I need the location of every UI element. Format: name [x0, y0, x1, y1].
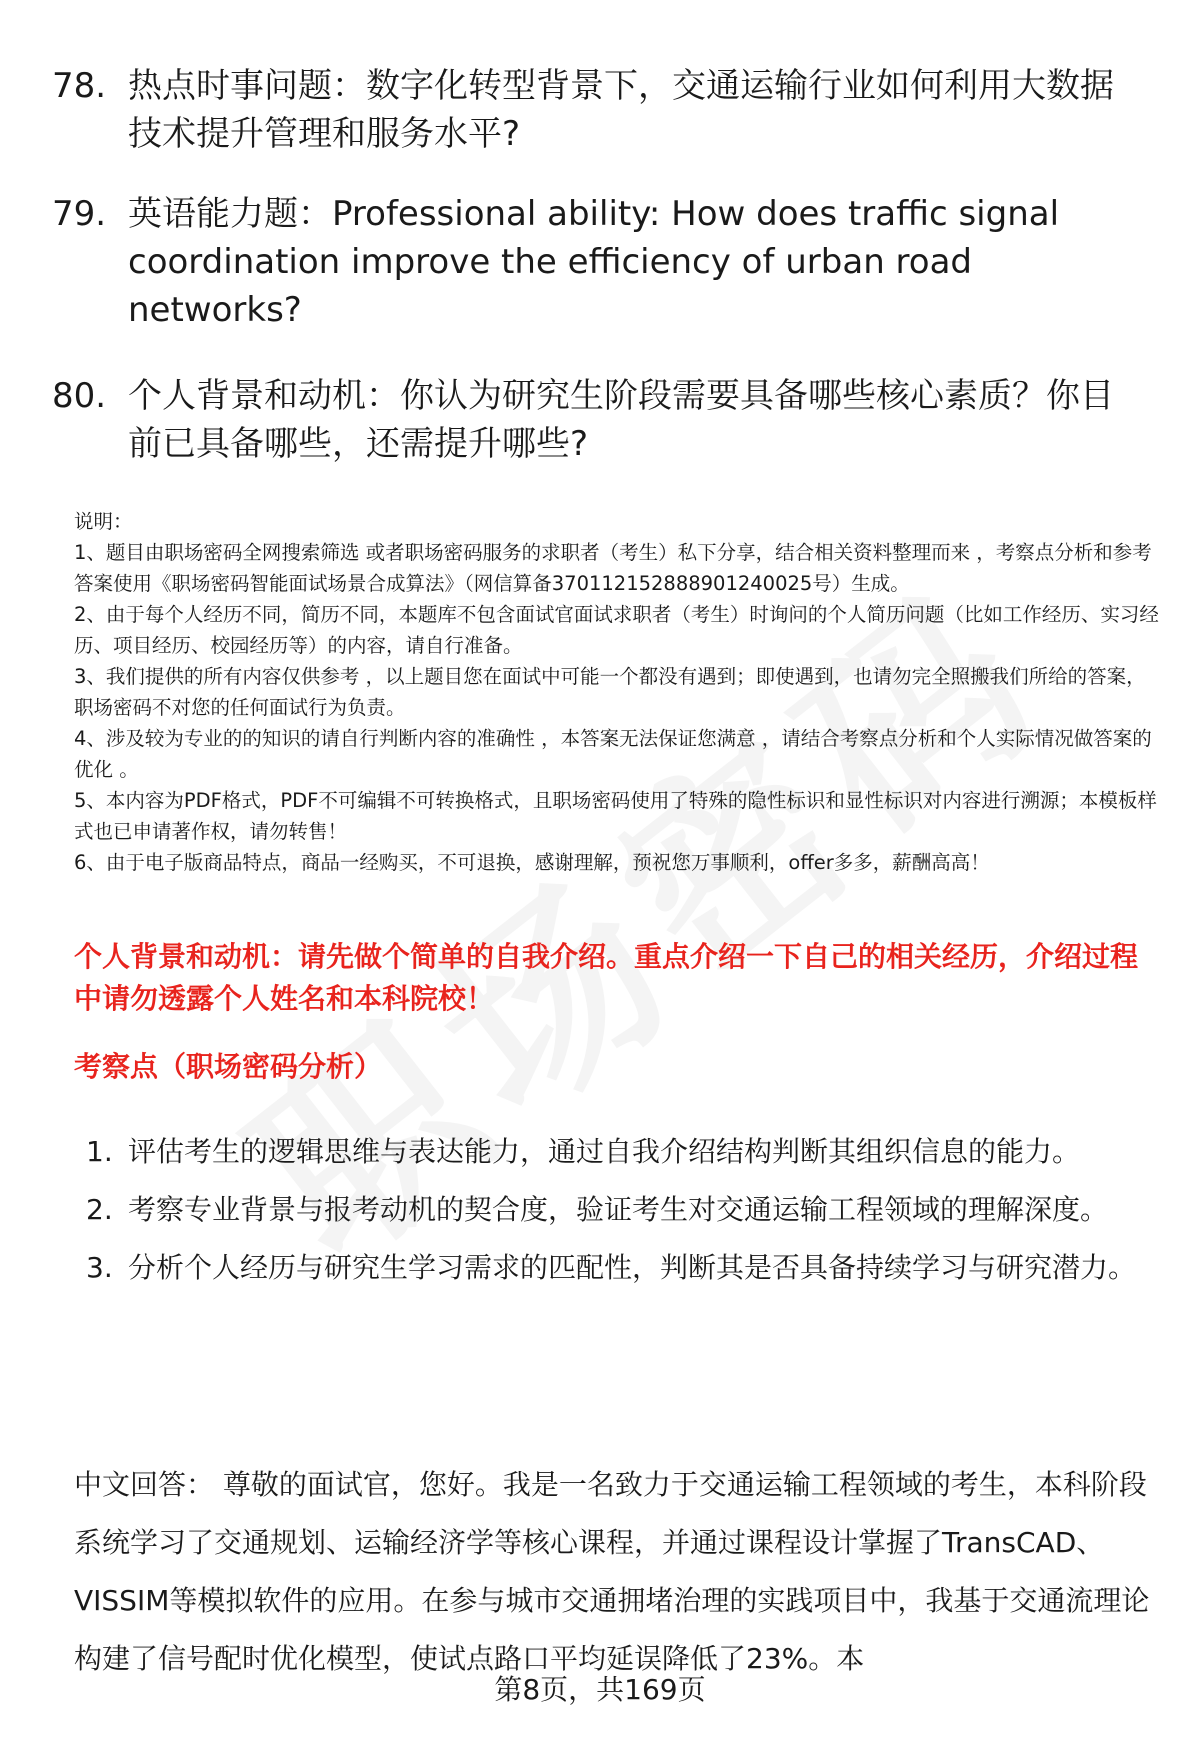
point-number: 1. [86, 1135, 113, 1168]
question-79 [52, 190, 1152, 334]
notes-title: 说明： [74, 510, 133, 533]
list-item [74, 1181, 1160, 1239]
point-text: 分析个人经历与研究生学习需求的匹配性，判断其是否具备持续学习与研究潜力。 [128, 1251, 1137, 1284]
note-item: 2、由于每个人经历不同，简历不同，本题库不包含面试官面试求职者（考生）时询问的个人简历问题（比如工作经历、实习经历、项目经历、校园经历等）的内容，请自行准备。 [74, 603, 1159, 657]
point-number: 3. [86, 1251, 113, 1284]
question-80 [52, 372, 1152, 468]
list-item [74, 1239, 1160, 1297]
answer-text: 尊敬的面试官，您好。我是一名致力于交通运输工程领域的考生，本科阶段系统学习了交通规划、运输经济学等核心课程，并通过课程设计掌握了TransCAD、VISSIM等模拟软件的应用。在参与城市交通拥堵治理的实践项目中，我基于交通流理论构建了信号配时优化模型，使试点路口平均延误降低了23%。本 [74, 1468, 1150, 1675]
question-number: 78. [52, 66, 107, 106]
question-text: 热点时事问题：数字化转型背景下，交通运输行业如何利用大数据技术提升管理和服务水平? [128, 66, 1114, 154]
answer-section [74, 1456, 1160, 1688]
focus-question: 个人背景和动机：请先做个简单的自我介绍。重点介绍一下自己的相关经历，介绍过程中请勿透露个人姓名和本科院校！ [74, 940, 1139, 1015]
note-item: 1、题目由职场密码全网搜索筛选 或者职场密码服务的求职者（考生）私下分享，结合相关资料整理而来 ，考察点分析和参考答案使用《职场密码智能面试场景合成算法》（网信算备370112152888901240025号）生成。 [74, 541, 1152, 595]
note-item: 3、我们提供的所有内容仅供参考 ，以上题目您在面试中可能一个都没有遇到；即使遇到，也请勿完全照搬我们所给的答案，职场密码不对您的任何面试行为负责。 [74, 665, 1146, 719]
point-text: 评估考生的逻辑思维与表达能力，通过自我介绍结构判断其组织信息的能力。 [128, 1135, 1081, 1168]
question-number: 80. [52, 376, 107, 416]
note-item: 4、涉及较为专业的的知识的请自行判断内容的准确性 ，本答案无法保证您满意 ，请结合考察点分析和个人实际情况做答案的优化 。 [74, 727, 1152, 781]
question-text: 个人背景和动机：你认为研究生阶段需要具备哪些核心素质？你目前已具备哪些，还需提升哪些? [128, 376, 1114, 464]
question-text: 英语能力题：Professional ability: How does traffic signal coordination improve the efficiency of urban road networks? [128, 194, 1060, 330]
point-number: 2. [86, 1193, 113, 1226]
question-78 [52, 62, 1152, 158]
note-item: 6、由于电子版商品特点，商品一经购买，不可退换，感谢理解，预祝您万事顺利，offer多多，薪酬高高！ [74, 851, 990, 874]
point-text: 考察专业背景与报考动机的契合度，验证考生对交通运输工程领域的理解深度。 [128, 1193, 1109, 1226]
analysis-points [74, 1123, 1160, 1297]
note-item: 5、本内容为PDF格式，PDF不可编辑不可转换格式，且职场密码使用了特殊的隐性标识和显性标识对内容进行溯源；本模板样式也已申请著作权，请勿转售！ [74, 789, 1157, 843]
page-footer: 第8页，共169页 [494, 1673, 706, 1706]
analysis-title: 考察点（职场密码分析） [74, 1050, 383, 1083]
answer-label: 中文回答： [74, 1468, 215, 1501]
notes-section [74, 506, 1160, 878]
list-item [74, 1123, 1160, 1181]
question-number: 79. [52, 194, 107, 234]
